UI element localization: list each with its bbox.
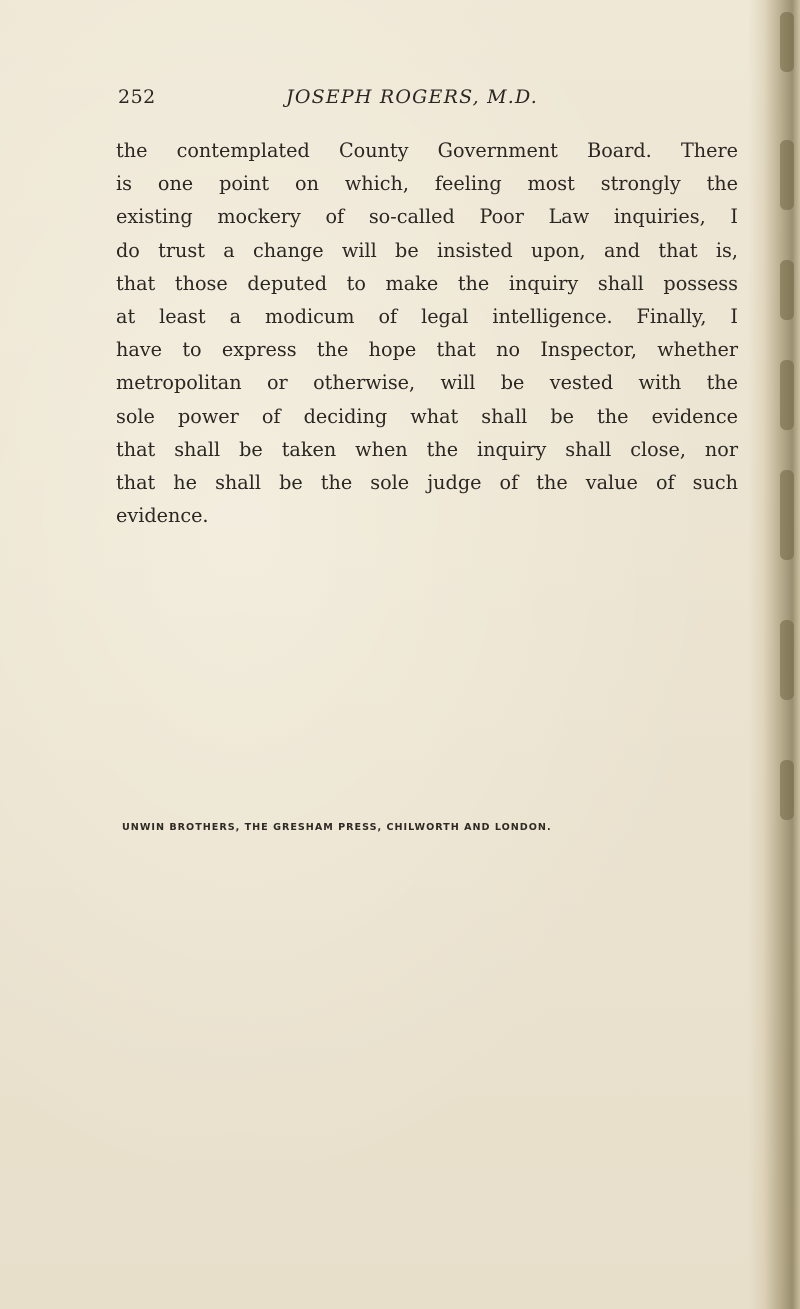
page-number: 252 [118, 86, 156, 108]
edge-stain [780, 360, 794, 430]
text-line: metropolitan or otherwise, will be vested with the [116, 371, 738, 395]
text-line: that shall be taken when the inquiry shall close, nor [116, 437, 738, 461]
text-line: sole power of deciding what shall be the evidence [116, 404, 738, 428]
text-line: at least a modicum of legal intelligence. Finally, I [116, 304, 738, 328]
edge-stain [780, 12, 794, 72]
text-line: evidence. [116, 504, 209, 528]
text-line: do trust a change will be insisted upon, and that is, [116, 238, 738, 262]
text-line: that he shall be the sole judge of the value of such [116, 470, 738, 494]
edge-stain [780, 140, 794, 210]
edge-stain [780, 260, 794, 320]
page-edge-shadow [748, 0, 800, 1309]
text-line: existing mockery of so-called Poor Law inquiries, I [116, 205, 738, 229]
text-line: is one point on which, feeling most strongly the [116, 172, 738, 196]
edge-stain [780, 620, 794, 700]
edge-stain [780, 760, 794, 820]
text-line: that those deputed to make the inquiry shall possess [116, 271, 738, 295]
edge-stain [780, 470, 794, 560]
running-head: JOSEPH ROGERS, M.D. [286, 86, 539, 108]
text-line: the contemplated County Government Board. There [116, 139, 738, 162]
printer-imprint: UNWIN BROTHERS, THE GRESHAM PRESS, CHILWORTH AND LONDON. [122, 822, 552, 833]
text-line: have to express the hope that no Inspector, whether [116, 338, 738, 362]
page-header [0, 86, 800, 116]
body-paragraph [116, 134, 738, 532]
